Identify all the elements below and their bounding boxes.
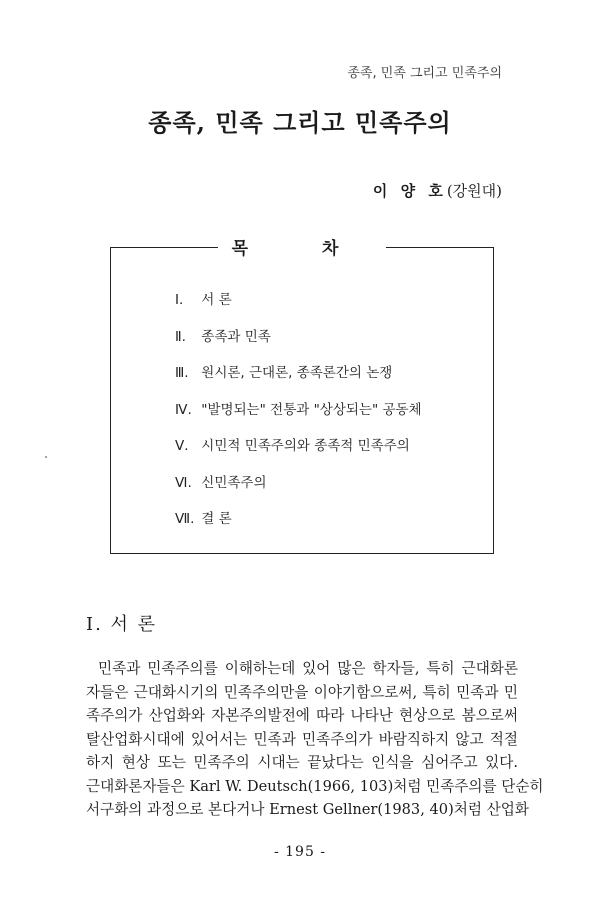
toc-item-number: Ⅱ.: [175, 328, 186, 345]
toc-item-label: "발명되는" 전통과 "상상되는" 공동체: [201, 401, 422, 418]
toc-item-label: 원시론, 근대론, 종족론간의 논쟁: [201, 365, 393, 381]
body-line: 민족과 민족주의를 이해하는데 있어 많은 학자들, 특히 근대화론: [98, 660, 518, 677]
toc-heading-wrap: [111, 234, 493, 259]
toc-item: [175, 434, 422, 470]
toc-item-number: Ⅵ.: [175, 474, 192, 491]
table-of-contents: [110, 239, 494, 554]
body-line: 자들은 근대화시기의 민족주의만을 이야기함으로써, 특히 민족과 민: [86, 683, 518, 701]
author-name: 이 양 호: [372, 182, 447, 200]
author-affiliation: (강원대): [446, 182, 502, 200]
scan-speck: [45, 456, 47, 458]
toc-item: [175, 398, 422, 434]
toc-item-number: Ⅲ.: [175, 365, 189, 381]
toc-item: [175, 471, 422, 507]
toc-item-number: Ⅴ.: [175, 438, 189, 454]
toc-item-label: 종족과 민족: [201, 328, 271, 345]
toc-item: [175, 325, 422, 361]
toc-item: [175, 361, 422, 397]
page-number: - 195 -: [273, 844, 327, 860]
toc-item: [175, 288, 422, 324]
body-paragraph: [86, 657, 544, 822]
toc-item-label: 신민족주의: [201, 474, 267, 491]
body-line: 탈산업화시대에 있어서는 민족과 민족주의가 바람직하지 않고 적절: [86, 730, 518, 748]
body-line: 족주의가 산업화와 자본주의발전에 따라 나타난 현상으로 봄으로써: [86, 707, 518, 724]
toc-item-number: Ⅰ.: [175, 292, 184, 308]
toc-list: [175, 288, 422, 544]
toc-heading: 목 차: [218, 239, 387, 259]
author-line: [373, 180, 502, 201]
toc-item-label: 시민적 민족주의와 종족적 민족주의: [201, 438, 410, 454]
toc-item: [175, 507, 422, 543]
body-line: 하지 현상 또는 민족주의 시대는 끝났다는 인식을 심어주고 있다.: [86, 754, 518, 771]
toc-item-label: 결 론: [201, 511, 232, 527]
toc-item-label: 서 론: [201, 292, 232, 308]
body-line: 근대화론자들은 Karl W. Deutsch(1966, 103)처럼 민족주의를 단순히: [86, 777, 544, 795]
toc-item-number: Ⅶ.: [175, 511, 195, 527]
section-heading: I. 서 론: [86, 614, 158, 635]
toc-item-number: Ⅳ.: [175, 401, 192, 418]
paper-title: 종족, 민족 그리고 민족주의: [148, 108, 452, 137]
running-header: 종족, 민족 그리고 민족주의: [347, 66, 502, 81]
body-line: 서구화의 과정으로 본다거나 Ernest Gellner(1983, 40)처럼 산업화: [86, 801, 529, 818]
